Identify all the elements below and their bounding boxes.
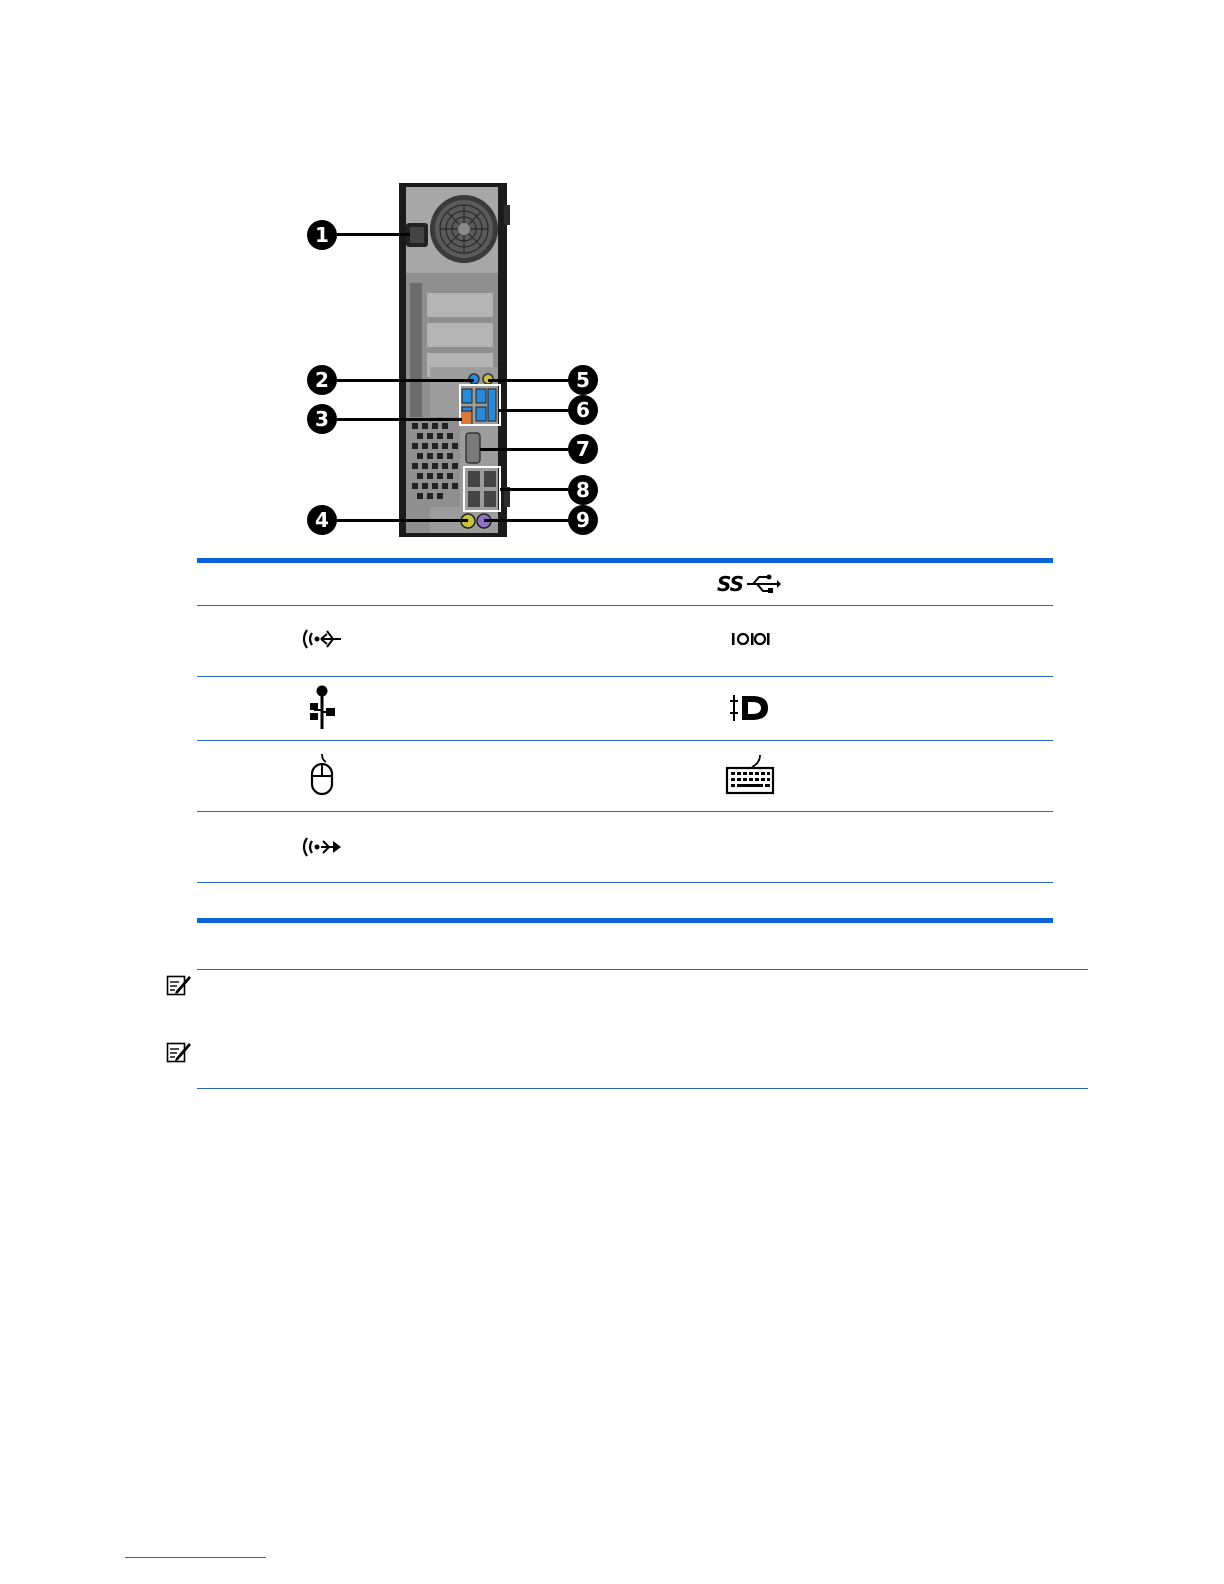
callout-2-leader bbox=[332, 379, 474, 382]
callout-6: 6 bbox=[568, 395, 598, 425]
callout-7-leader bbox=[480, 448, 568, 451]
callout-5: 5 bbox=[568, 365, 598, 395]
callout-1-leader bbox=[332, 233, 410, 236]
displayport-icon bbox=[726, 690, 774, 726]
note-icon bbox=[166, 973, 192, 997]
notes-top-rule bbox=[197, 969, 1088, 970]
ps2-mouse-icon bbox=[306, 752, 338, 796]
table-divider bbox=[197, 882, 1053, 883]
callout-4-leader bbox=[332, 519, 468, 522]
callout-8: 8 bbox=[568, 475, 598, 505]
table-bottom-rule bbox=[197, 918, 1053, 923]
callout-5-leader bbox=[488, 379, 568, 382]
callout-4: 4 bbox=[307, 505, 337, 535]
usb-superspeed-icon bbox=[716, 570, 782, 598]
callout-1: 1 bbox=[307, 220, 337, 250]
audio-line-out-icon bbox=[298, 832, 344, 862]
callout-3: 3 bbox=[307, 404, 337, 434]
callout-8-leader bbox=[500, 488, 568, 491]
callout-9: 9 bbox=[568, 505, 598, 535]
usb-ss-label: SS bbox=[716, 572, 744, 596]
ps2-keyboard-icon bbox=[722, 752, 778, 796]
table-top-rule bbox=[197, 558, 1053, 563]
notes-bottom-rule bbox=[197, 1088, 1088, 1089]
table-divider bbox=[197, 740, 1053, 741]
callout-7: 7 bbox=[568, 434, 598, 464]
callout-2: 2 bbox=[307, 365, 337, 395]
computer-rear-figure bbox=[300, 175, 610, 545]
serial-port-icon bbox=[728, 626, 772, 652]
network-rj45-icon bbox=[304, 684, 340, 730]
audio-line-in-icon bbox=[298, 624, 344, 654]
table-divider bbox=[197, 605, 1053, 606]
footer-link-underline[interactable] bbox=[125, 1557, 266, 1558]
callout-6-leader bbox=[498, 409, 568, 412]
note-icon bbox=[166, 1040, 192, 1064]
callout-9-leader bbox=[484, 519, 568, 522]
table-divider bbox=[197, 676, 1053, 677]
callout-3-leader bbox=[332, 418, 462, 421]
table-divider bbox=[197, 811, 1053, 812]
